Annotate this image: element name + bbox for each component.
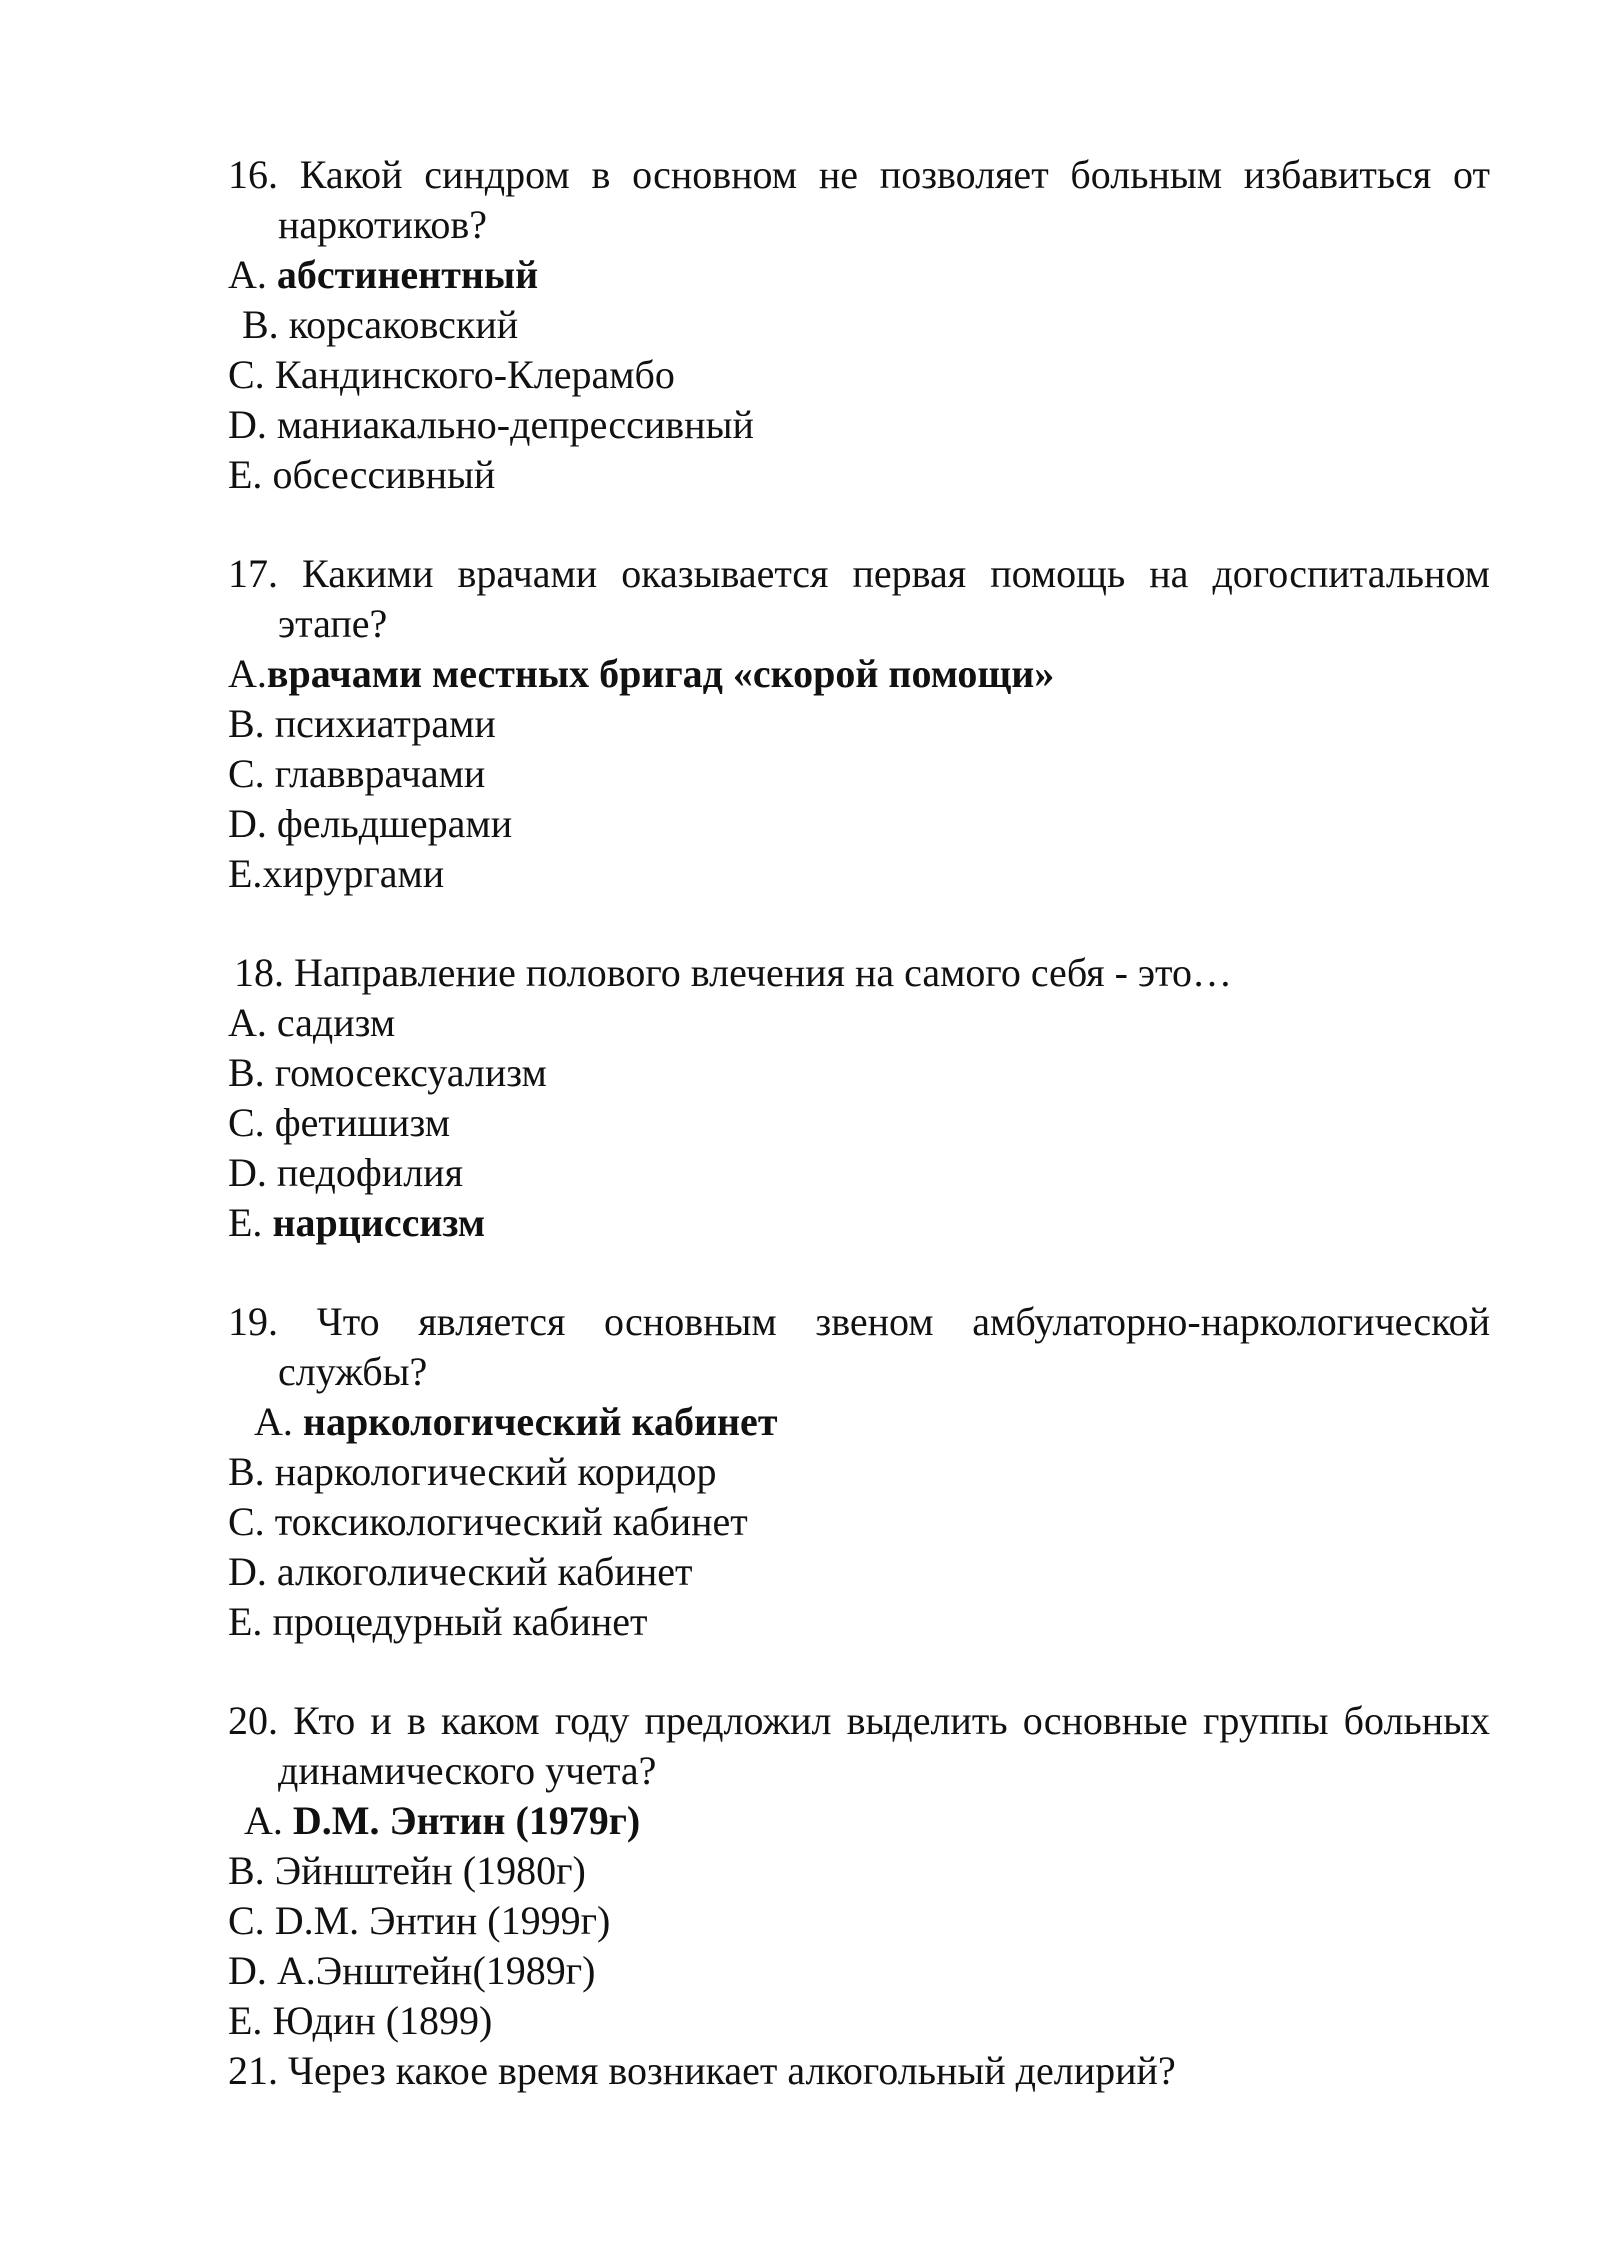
option-letter: E. — [228, 851, 263, 896]
answer-option-a — [228, 250, 1490, 300]
answer-option-d — [228, 1946, 1490, 1996]
question-17 — [228, 549, 1490, 899]
answer-option-e — [228, 450, 1490, 500]
answer-option-c — [228, 1497, 1490, 1547]
answer-option-d — [228, 400, 1490, 450]
option-letter: A. — [228, 252, 277, 297]
question-21 — [228, 2046, 1490, 2096]
answer-option-e — [228, 1597, 1490, 1647]
option-letter: C. — [228, 1499, 275, 1544]
option-letter: C. — [228, 352, 275, 397]
option-text: психиатрами — [274, 701, 496, 746]
question-text: 19. Что является основным звеном амбулаторно-наркологической службы? — [228, 1299, 1490, 1394]
answer-option-d — [228, 799, 1490, 849]
option-text: садизм — [276, 1000, 396, 1045]
option-letter: D. — [228, 1948, 277, 1993]
answer-option-b — [228, 1447, 1490, 1497]
answer-option-b — [228, 699, 1490, 749]
option-text: процедурный кабинет — [272, 1599, 648, 1644]
option-letter: B. — [228, 1848, 275, 1893]
option-text: главврачами — [274, 751, 486, 796]
answer-option-e — [228, 1198, 1490, 1248]
option-text: Эйнштейн (1980г) — [274, 1848, 586, 1893]
answer-option-b — [228, 1048, 1490, 1098]
question-19 — [228, 1297, 1490, 1647]
question-text: 17. Какими врачами оказывается первая помощь на догоспитальном этапе? — [228, 551, 1490, 646]
option-letter: E. — [228, 1998, 273, 2043]
answer-option-a — [228, 1796, 1490, 1846]
answer-option-e — [228, 849, 1490, 899]
option-text: Кандинского-Клерамбо — [274, 352, 675, 397]
option-text: маниакально-депрессивный — [276, 402, 754, 447]
option-letter: B. — [228, 701, 275, 746]
answer-option-a — [228, 1397, 1490, 1447]
answer-option-a — [228, 998, 1490, 1048]
question-20 — [228, 1696, 1490, 2046]
option-text: фетишизм — [274, 1100, 450, 1145]
option-letter: E. — [228, 452, 273, 497]
option-letter: A. — [244, 1798, 293, 1843]
test-page — [228, 150, 1490, 2096]
answer-option-c — [228, 350, 1490, 400]
answer-option-d — [228, 1148, 1490, 1198]
option-letter: E. — [228, 1200, 273, 1245]
question-text: 16. Какой синдром в основном не позволяет больным избавиться от наркотиков? — [228, 152, 1490, 247]
option-letter: A. — [228, 1000, 277, 1045]
option-letter: A. — [228, 651, 267, 696]
option-text: хирургами — [262, 851, 445, 896]
answer-option-a — [228, 649, 1490, 699]
answer-option-c — [228, 1098, 1490, 1148]
option-letter: D. — [228, 1150, 277, 1195]
option-text-correct: наркологический кабинет — [302, 1399, 778, 1444]
option-letter: C. — [228, 1100, 275, 1145]
option-text: наркологический коридор — [274, 1449, 717, 1494]
option-text: А.Энштейн(1989г) — [276, 1948, 596, 1993]
option-letter: B. — [228, 1449, 275, 1494]
option-text: корсаковский — [288, 302, 519, 347]
question-16 — [228, 150, 1490, 500]
option-letter: B. — [242, 302, 289, 347]
option-letter: C. — [228, 751, 275, 796]
option-letter: E. — [228, 1599, 273, 1644]
option-letter: D. — [228, 1549, 277, 1594]
option-text-correct: врачами местных бригад «скорой помощи» — [266, 651, 1055, 696]
question-text: 21. Через какое время возникает алкогольный делирий? — [228, 2048, 1176, 2093]
question-text: 20. Кто и в каком году предложил выделить основные группы больных динамического учета? — [228, 1698, 1490, 1793]
answer-option-e — [228, 1996, 1490, 2046]
option-text: обсессивный — [272, 452, 496, 497]
option-letter: A. — [254, 1399, 303, 1444]
option-letter: D. — [228, 402, 277, 447]
answer-option-b — [228, 300, 1490, 350]
answer-option-d — [228, 1547, 1490, 1597]
answer-option-c — [228, 749, 1490, 799]
option-text-correct: абстинентный — [276, 252, 539, 297]
question-18 — [228, 948, 1490, 1248]
answer-option-b — [228, 1846, 1490, 1896]
answer-option-c — [228, 1896, 1490, 1946]
option-letter: D. — [228, 801, 277, 846]
option-text-correct: нарциссизм — [272, 1200, 486, 1245]
option-text: гомосексуализм — [274, 1050, 547, 1095]
option-letter: B. — [228, 1050, 275, 1095]
option-text: Юдин (1899) — [272, 1998, 493, 2043]
option-text: D.M. Энтин (1999г) — [274, 1898, 611, 1943]
question-text: 18. Направление полового влечения на самого себя - это… — [234, 950, 1233, 995]
option-text: алкоголический кабинет — [276, 1549, 693, 1594]
option-letter: C. — [228, 1898, 275, 1943]
option-text: токсикологический кабинет — [274, 1499, 748, 1544]
option-text: педофилия — [276, 1150, 463, 1195]
option-text: фельдшерами — [276, 801, 513, 846]
option-text-correct: D.M. Энтин (1979г) — [292, 1798, 641, 1843]
